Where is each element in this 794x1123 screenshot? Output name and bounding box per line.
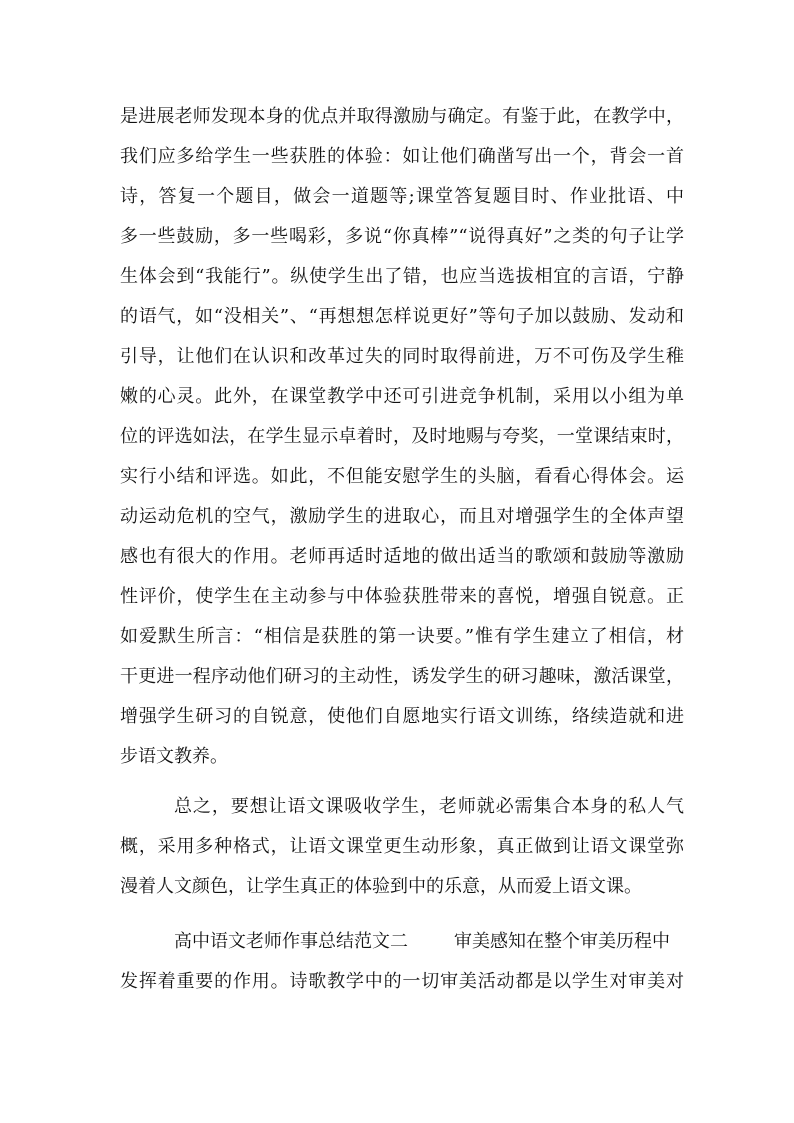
paragraph-line: 概，采用多种格式，让语文课堂更生动形象，真正做到让语文课堂弥 [120, 836, 684, 857]
paragraph-line: 动运动危机的空气，激励学生的进取心，而且对增强学生的全体声望 [120, 506, 684, 527]
paragraph-line: 如爱默生所言：“相信是获胜的第一诀要。”惟有学生建立了相信，材 [120, 626, 684, 647]
paragraph-line: 发挥着重要的作用。诗歌教学中的一切审美活动都是以学生对审美对 [120, 971, 684, 992]
paragraph-line: 诗，答复一个题目，做会一道题等;课堂答复题目时、作业批语、中 [120, 186, 684, 207]
paragraph-line: 干更进一程序动他们研习的主动性，诱发学生的研习趣味，激活课堂， [120, 666, 684, 687]
paragraph-line: 的语气，如“没相关”、“再想想怎样说更好”等句子加以鼓励、发动和 [120, 306, 684, 327]
paragraph-line: 感也有很大的作用。老师再适时适地的做出适当的歌颂和鼓励等激励 [120, 546, 684, 567]
paragraph-line: 是进展老师发现本身的优点并取得激励与确定。有鉴于此，在教学中， [120, 106, 684, 127]
paragraph-line: 位的评选如法，在学生显示卓着时，及时地赐与夸奖，一堂课结束时， [120, 426, 684, 447]
section-title: 高中语文老师作事总结范文二 [174, 931, 408, 952]
paragraph-line: 漫着人文颜色，让学生真正的体验到中的乐意，从而爱上语文课。 [120, 876, 642, 897]
paragraph-line: 嫩的心灵。此外，在课堂教学中还可引进竞争机制，采用以小组为单 [120, 386, 684, 407]
paragraph-line: 生体会到“我能行”。纵使学生出了错，也应当选拔相宜的言语，宁静 [120, 266, 684, 287]
paragraph-line: 引导，让他们在认识和改革过失的同时取得前进，万不可伤及学生稚 [120, 346, 684, 367]
paragraph-line: 我们应多给学生一些获胜的体验：如让他们确凿写出一个，背会一首 [120, 146, 684, 167]
paragraph-line: 步语文教养。 [120, 746, 228, 767]
paragraph-line: 增强学生研习的自锐意，使他们自愿地实行语文训练，络续造就和进 [120, 706, 684, 727]
paragraph-line: 性评价，使学生在主动参与中体验获胜带来的喜悦，增强自锐意。正 [120, 586, 684, 607]
paragraph-line: 多一些鼓励，多一些喝彩，多说“你真棒”“说得真好”之类的句子让学 [120, 226, 684, 247]
section-heading-line [174, 925, 684, 959]
paragraph-line: 总之，要想让语文课吸收学生，老师就必需集合本身的私人气 [174, 796, 684, 817]
paragraph-line: 实行小结和评选。如此，不但能安慰学生的头脑，看看心得体会。运 [120, 466, 684, 487]
section-text: 审美感知在整个审美历程中 [454, 931, 670, 952]
